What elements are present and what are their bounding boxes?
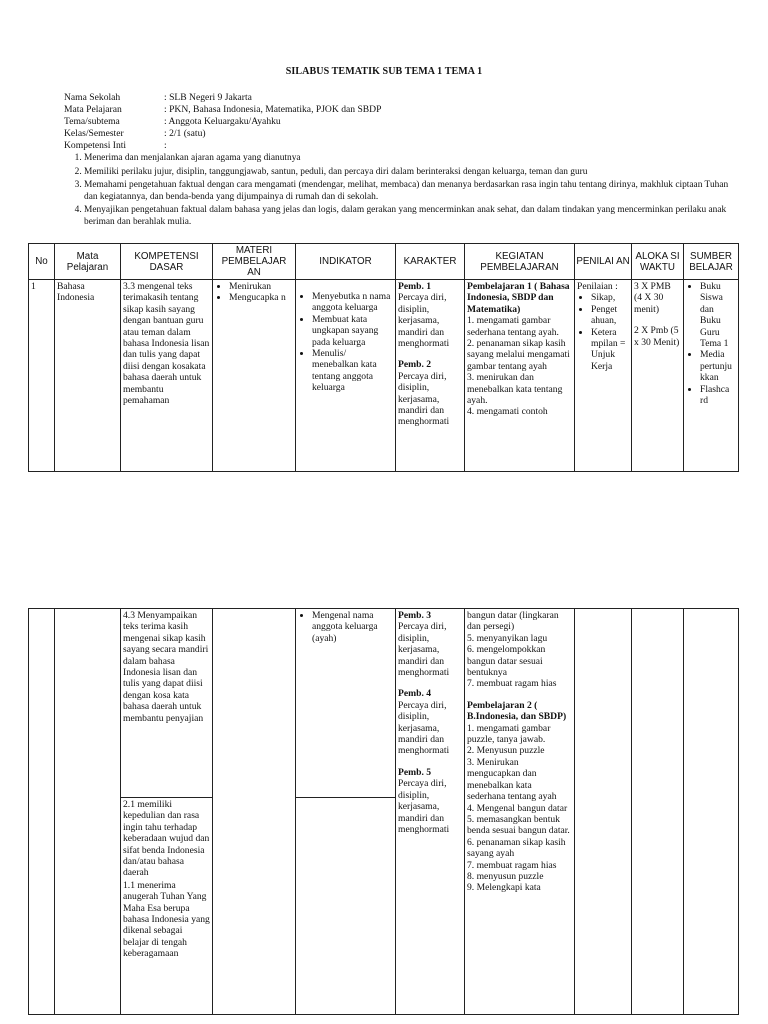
core-competency-item: 1. Menerima dan menjalankan ajaran agama yang dianutnya <box>84 153 744 165</box>
activity-item: 1. mengamati gambar puzzle, tanya jawab. <box>467 722 551 746</box>
character-text: Percaya diri, disiplin, kerjasama, mandiri dan menghormati <box>398 621 450 679</box>
info-row-subject <box>64 104 724 116</box>
basic-competency-4-3: 4.3 Menyampaikan teks terima kasih mengenai sikap kasih sayang secara mandiri dalam bahasa Indonesia lisan dan tulis yang dapat diisi dengan kosa kata bahasa daerah untuk membantu penyajian <box>121 609 212 798</box>
assessment-label: Penilaian : <box>577 281 618 292</box>
syllabus-table-page2 <box>28 608 739 1015</box>
activity-item: 3. menirukan dan menebalkan kata tentang ayah. <box>467 372 563 407</box>
info-row-class <box>64 128 724 140</box>
character-heading: Pemb. 5 <box>398 766 432 778</box>
activity-item: 4. Mengenal bangun datar <box>467 802 568 814</box>
table-header-row <box>29 244 739 280</box>
core-competency-item: 2. Memiliki perilaku jujur, disiplin, tanggungjawab, santun, peduli, dan percaya diri dalam berinteraksi dengan keluarga, teman dan guru <box>84 167 744 179</box>
table-row <box>29 280 739 472</box>
cell-activities <box>465 609 575 1015</box>
resource-item: • Buku Siswa dan Buku Guru Tema 1 <box>700 281 736 349</box>
header-no: No <box>29 244 55 280</box>
header-material: MATERI PEMBELAJAR AN <box>213 244 296 280</box>
activity-item: 5. menyanyikan lagu <box>467 632 548 644</box>
cell-character <box>396 609 465 1015</box>
character-heading: Pemb. 1 <box>398 281 432 292</box>
header-subject: Mata Pelajaran <box>55 244 121 280</box>
header-time: ALOKA SI WAKTU <box>632 244 684 280</box>
cell-time <box>632 609 684 1015</box>
header-resources: SUMBER BELAJAR <box>684 244 739 280</box>
character-heading: Pemb. 3 <box>398 610 432 621</box>
resource-item: • Media pertunju kkan <box>700 349 736 383</box>
cell-basic-competency <box>121 609 213 1015</box>
activity-item: 4. mengamati contoh <box>467 406 548 418</box>
activity-item: 2. penanaman sikap kasih sayang melalui mengamati gambar tentang ayah <box>467 338 570 372</box>
assessment-item: • Penget ahuan, <box>591 304 629 327</box>
activity-heading: Pembelajaran 1 ( Bahasa Indonesia, SBDP dan Matematika) <box>467 281 570 315</box>
activity-item: 7. membuat ragam hias <box>467 678 557 690</box>
info-label: Kelas/Semester <box>64 128 124 139</box>
activity-item: bangun datar (lingkaran dan persegi) <box>467 610 559 633</box>
character-text: Percaya diri, disiplin, kerjasama, mandiri dan menghormati <box>398 778 450 835</box>
cell-no <box>29 609 55 1015</box>
info-value: : Anggota Keluargaku/Ayahku <box>164 116 281 127</box>
time-item: 2 X Pmb (5 x 30 Menit) <box>634 325 680 348</box>
cell-activities <box>465 280 575 472</box>
cell-no: 1 <box>29 280 55 472</box>
basic-competency-2-1: 2.1 memiliki kepedulian dan rasa ingin tahu terhadap keberadaan wujud dan sifat benda Indonesia dan/atau bahasa daerah <box>123 799 210 879</box>
assessment-item: • Ketera mpilan = Unjuk Kerja <box>591 327 629 373</box>
syllabus-table-page1 <box>28 243 739 472</box>
activity-item: 5. memasangkan bentuk benda sesuai bangun datar. <box>467 813 570 837</box>
info-value: : PKN, Bahasa Indonesia, Matematika, PJOK dan SBDP <box>164 104 382 115</box>
info-row-school <box>64 92 724 104</box>
core-competency-item: 4. Menyajikan pengetahuan faktual dalam bahasa yang jelas dan logis, dalam gerakan yang mencerminkan anak sehat, dan dalam tindakan yang mencerminkan perilaku anak beriman dan berahlak mulia. <box>84 205 744 228</box>
activity-item: 8. menyusun puzzle <box>467 870 544 882</box>
indicator-item: • Menyebutka n nama anggota keluarga <box>312 291 393 314</box>
indicator-item: • Membuat kata ungkapan sayang pada keluarga <box>312 314 393 348</box>
info-row-core <box>64 140 724 152</box>
activity-item: 7. membuat ragam hias <box>467 859 557 871</box>
header-character: KARAKTER <box>396 244 465 280</box>
character-heading: Pemb. 4 <box>398 688 432 700</box>
header-basic-competency: KOMPETENSI DASAR <box>121 244 213 280</box>
info-label: Mata Pelajaran <box>64 104 122 115</box>
core-competency-list <box>66 153 744 230</box>
table-row <box>29 609 739 1015</box>
resource-item: • Flashca rd <box>700 384 736 407</box>
cell-material <box>213 609 296 1015</box>
cell-resources <box>684 280 739 472</box>
character-text: Percaya diri, disiplin, kerjasama, mandiri dan menghormati <box>398 370 450 428</box>
activity-item: 6. penanaman sikap kasih sayang ayah <box>467 836 566 860</box>
info-row-theme <box>64 116 724 128</box>
time-item: 3 X PMB (4 X 30 menit) <box>634 281 671 315</box>
cell-assessment <box>575 280 632 472</box>
info-label: Kompetensi Inti <box>64 140 127 151</box>
cell-time <box>632 280 684 472</box>
cell-indicator <box>296 280 396 472</box>
header-assessment: PENILAI AN <box>575 244 632 280</box>
page-title: SILABUS TEMATIK SUB TEMA 1 TEMA 1 <box>285 66 483 77</box>
material-item: • Mengucapka n <box>229 292 293 303</box>
cell-subject: Bahasa Indonesia <box>55 280 121 472</box>
assessment-item: • Sikap, <box>591 292 629 303</box>
material-item: • Menirukan <box>229 281 293 292</box>
activity-item: 3. Menirukan mengucapkan dan menebalkan kata sederhana tentang ayah <box>467 756 557 803</box>
info-value: : 2/1 (satu) <box>164 128 206 139</box>
school-info <box>64 92 724 152</box>
cell-assessment <box>575 609 632 1015</box>
cell-character <box>396 280 465 472</box>
activity-item: 6. mengelompokkan bangun datar sesuai bentuknya <box>467 644 546 679</box>
cell-material <box>213 280 296 472</box>
cell-basic-competency: 3.3 mengenal teks terimakasih tentang sikap kasih sayang dengan bantuan guru atau teman dalam bahasa Indonesia lisan dan tulis yang dapat diisi dengan kosakata bahasa daerah untuk membantu pemahaman <box>121 280 213 472</box>
header-indicator: INDIKATOR <box>296 244 396 280</box>
activity-item: 9. Melengkapi kata <box>467 882 541 894</box>
info-value: : SLB Negeri 9 Jakarta <box>164 92 252 103</box>
info-label: Tema/subtema <box>64 116 120 127</box>
character-text: Percaya diri, disiplin, kerjasama, mandiri dan menghormati <box>398 699 450 757</box>
indicator-item: • Menulis/ menebalkan kata tentang anggota keluarga <box>312 348 393 394</box>
core-competency-item: 3. Memahami pengetahuan faktual dengan cara mengamati (mendengar, melihat, membaca) dan menanya berdasarkan rasa ingin tahu tentang dirinya, makhluk ciptaan Tuhan dan kegiatannya, dan benda-benda yang dijumpainya di rumah dan di sekolah. <box>84 180 744 203</box>
cell-resources <box>684 609 739 1015</box>
activity-item: 2. Menyusun puzzle <box>467 745 545 757</box>
character-heading: Pemb. 2 <box>398 359 432 371</box>
basic-competency-1-1: 1.1 menerima anugerah Tuhan Yang Maha Esa berupa bahasa Indonesia yang dikenal sebagai belajar di tengah keberagamaan <box>123 879 210 960</box>
cell-indicator <box>296 609 396 1015</box>
indicator-item: • Mengenal nama anggota keluarga (ayah) <box>312 610 393 644</box>
header-activities: KEGIATAN PEMBELAJARAN <box>465 244 575 280</box>
activity-item: 1. mengamati gambar sederhana tentang ayah. <box>467 315 559 338</box>
character-text: Percaya diri, disiplin, kerjasama, mandiri dan menghormati <box>398 292 450 350</box>
info-value: : <box>164 140 167 151</box>
activity-heading: Pembelajaran 2 ( B.Indonesia, dan SBDP) <box>467 699 567 723</box>
info-label: Nama Sekolah <box>64 92 121 103</box>
cell-subject <box>55 609 121 1015</box>
